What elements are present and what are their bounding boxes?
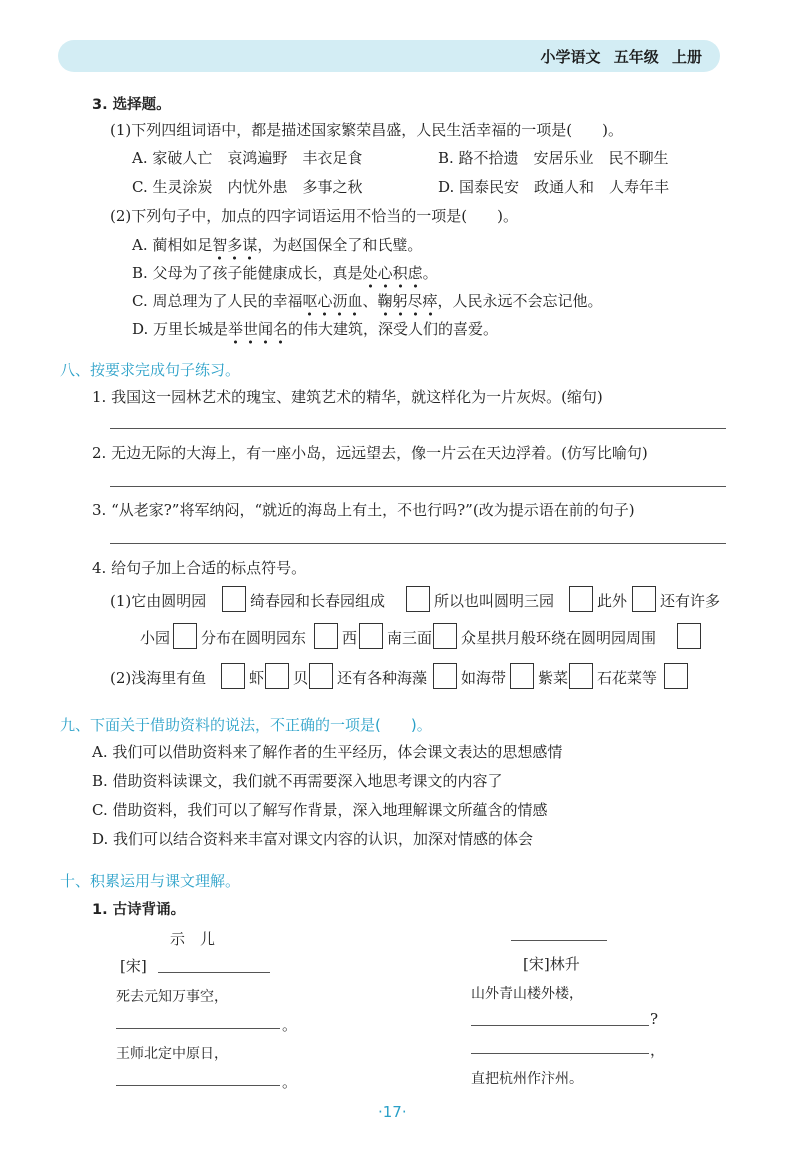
poem-blank[interactable] bbox=[116, 1028, 280, 1029]
punct-row2-seg: 众星拱月般环绕在圆明园周围 bbox=[461, 629, 657, 647]
punctuation-box[interactable] bbox=[222, 586, 246, 612]
poem-blank[interactable] bbox=[471, 1053, 649, 1054]
punct-row2-seg: 小园 bbox=[140, 629, 171, 647]
q3-2-option-a bbox=[132, 234, 422, 255]
punctuation-box[interactable] bbox=[632, 586, 656, 612]
dotted-word: 鞠躬尽瘁 bbox=[378, 292, 438, 317]
section-10-title: 十、积累运用与课文理解。 bbox=[60, 872, 241, 890]
sec9-option-b: B. 借助资料读课文，我们就不再需要深入地思考课文的内容了 bbox=[92, 772, 503, 790]
sec8-q3: 3. “从老家?”将军纳闷，“就近的海岛上有土，不也行吗?”(改为提示语在前的句子) bbox=[92, 501, 635, 519]
q3-2-stem: (2)下列句子中，加点的四字词语运用不恰当的一项是( )。 bbox=[110, 207, 518, 225]
header-title: 小学语文 五年级 上册 bbox=[540, 48, 702, 66]
q3-2-option-c bbox=[132, 290, 603, 311]
header-bar bbox=[58, 40, 720, 72]
q3-1-option-c: C. 生灵涂炭 内忧外患 多事之秋 bbox=[132, 178, 363, 196]
punctuation-box[interactable] bbox=[359, 623, 383, 649]
poem1-end2: 。 bbox=[282, 1016, 298, 1034]
punct-row2-seg: 西 bbox=[342, 629, 358, 647]
punct-row2-seg: 分布在圆明园东 bbox=[201, 629, 307, 647]
poem2-end2: ? bbox=[650, 1010, 659, 1028]
poem1-title: 示 儿 bbox=[170, 930, 216, 948]
poem1-end4: 。 bbox=[282, 1073, 298, 1091]
section-9-title: 九、下面关于借助资料的说法，不正确的一项是( )。 bbox=[60, 716, 432, 734]
punctuation-box[interactable] bbox=[406, 586, 430, 612]
q3-2-option-b bbox=[132, 262, 438, 283]
poem1-author: [宋] bbox=[120, 957, 147, 975]
punct-row3-seg: (2)浅海里有鱼 bbox=[110, 669, 207, 687]
punctuation-box[interactable] bbox=[221, 663, 245, 689]
sec8-q4: 4. 给句子加上合适的标点符号。 bbox=[92, 559, 307, 577]
poem2-line4: 直把杭州作汴州。 bbox=[471, 1071, 583, 1087]
punctuation-box[interactable] bbox=[677, 623, 701, 649]
q3-title: 3. 选择题。 bbox=[92, 97, 171, 113]
text: D. 万里长城是 bbox=[132, 320, 229, 338]
poem1-line3: 王师北定中原日， bbox=[116, 1046, 228, 1062]
q3-1-stem: (1)下列四组词语中，都是描述国家繁荣昌盛，人民生活幸福的一项是( )。 bbox=[110, 121, 623, 139]
poem1-line1: 死去元知万事空， bbox=[116, 989, 228, 1005]
poem-blank[interactable] bbox=[471, 1025, 649, 1026]
text: 、 bbox=[362, 292, 378, 310]
punctuation-box[interactable] bbox=[173, 623, 197, 649]
punct-row3-seg: 紫菜 bbox=[538, 669, 569, 687]
punctuation-box[interactable] bbox=[265, 663, 289, 689]
punctuation-box[interactable] bbox=[510, 663, 534, 689]
answer-line[interactable] bbox=[110, 428, 726, 429]
punctuation-box[interactable] bbox=[569, 663, 593, 689]
punct-row2-seg: 南三面 bbox=[387, 629, 433, 647]
punct-row1-seg: 所以也叫圆明三园 bbox=[434, 592, 555, 610]
text: 。 bbox=[422, 264, 438, 282]
author-blank[interactable] bbox=[158, 972, 270, 973]
dotted-word: 呕心沥血 bbox=[302, 292, 362, 317]
sec9-option-c: C. 借助资料，我们可以了解写作背景，深入地理解课文所蕴含的情感 bbox=[92, 801, 548, 819]
text: 的伟大建筑，深受人们的喜爱。 bbox=[288, 320, 499, 338]
poem-blank[interactable] bbox=[116, 1085, 280, 1086]
sec8-q1: 1. 我国这一园林艺术的瑰宝、建筑艺术的精华，就这样化为一片灰烬。(缩句) bbox=[92, 388, 603, 406]
punct-row3-seg: 虾 bbox=[249, 669, 265, 687]
q3-1-option-d: D. 国泰民安 政通人和 人寿年丰 bbox=[438, 178, 670, 196]
punct-row3-seg: 如海带 bbox=[461, 669, 507, 687]
punctuation-box[interactable] bbox=[433, 663, 457, 689]
sec10-q1: 1. 古诗背诵。 bbox=[92, 902, 186, 918]
answer-line[interactable] bbox=[110, 543, 726, 544]
dotted-word bbox=[212, 236, 257, 261]
punctuation-box[interactable] bbox=[309, 663, 333, 689]
section-8-title: 八、按要求完成句子练习。 bbox=[60, 361, 241, 379]
text: A. 蔺相如足 bbox=[132, 236, 213, 254]
text: 智多谋 bbox=[212, 236, 257, 261]
punctuation-box[interactable] bbox=[664, 663, 688, 689]
title-blank[interactable] bbox=[511, 940, 607, 941]
punct-row1-seg: (1)它由圆明园 bbox=[110, 592, 207, 610]
text: ，人民永远不会忘记他。 bbox=[437, 292, 603, 310]
punct-row3-seg: 还有各种海藻 bbox=[337, 669, 428, 687]
page-number: ·17· bbox=[378, 1103, 407, 1121]
poem2-line1: 山外青山楼外楼， bbox=[471, 986, 583, 1002]
poem2-author: [宋]林升 bbox=[523, 955, 580, 973]
punct-row3-seg: 石花菜等 bbox=[597, 669, 658, 687]
punct-row1-seg: 绮春园和长春园组成 bbox=[250, 592, 386, 610]
sec9-option-d: D. 我们可以结合资料来丰富对课文内容的认识，加深对情感的体会 bbox=[92, 830, 534, 848]
punctuation-box[interactable] bbox=[314, 623, 338, 649]
text: B. 父母为了孩子能健康成长，真是 bbox=[132, 264, 363, 282]
punct-row3-seg: 贝 bbox=[293, 669, 309, 687]
poem2-end3: ， bbox=[650, 1041, 666, 1059]
text: ，为赵国保全了和氏璧。 bbox=[257, 236, 423, 254]
q3-1-option-a: A. 家破人亡 哀鸿遍野 丰衣足食 bbox=[132, 149, 363, 167]
sec8-q2: 2. 无边无际的大海上，有一座小岛，远远望去，像一片云在天边浮着。(仿写比喻句) bbox=[92, 444, 648, 462]
punct-row1-seg: 此外 bbox=[597, 592, 628, 610]
punctuation-box[interactable] bbox=[433, 623, 457, 649]
q3-2-option-d bbox=[132, 318, 498, 339]
punct-row1-seg: 还有许多 bbox=[660, 592, 721, 610]
answer-line[interactable] bbox=[110, 486, 726, 487]
q3-1-option-b: B. 路不拾遗 安居乐业 民不聊生 bbox=[438, 149, 669, 167]
sec9-option-a: A. 我们可以借助资料来了解作者的生平经历，体会课文表达的思想感情 bbox=[92, 743, 563, 761]
punctuation-box[interactable] bbox=[569, 586, 593, 612]
text: C. 周总理为了人民的幸福 bbox=[132, 292, 303, 310]
dotted-word: 处心积虑 bbox=[363, 264, 423, 289]
dotted-word: 举世闻名 bbox=[228, 320, 288, 345]
